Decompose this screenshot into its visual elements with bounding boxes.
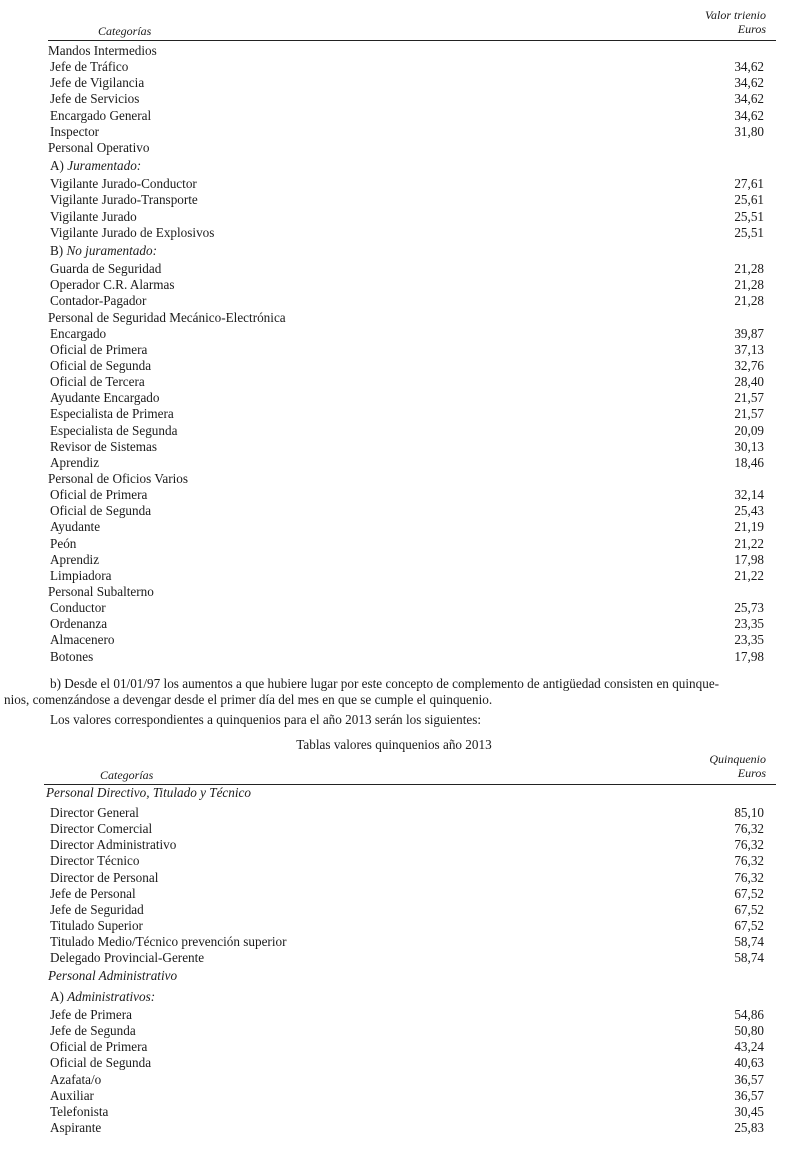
table-row: [48, 209, 776, 225]
row-value: 32,14: [734, 487, 764, 503]
row-value: 32,76: [734, 357, 764, 373]
row-label: Especialista de Primera: [50, 406, 174, 422]
table-row: [48, 1072, 776, 1088]
table-row: [48, 552, 776, 568]
row-value: 21,19: [734, 519, 764, 535]
row-label: Revisor de Sistemas: [50, 438, 157, 454]
table-row: [48, 918, 776, 934]
row-value: 76,32: [734, 837, 764, 853]
row-value: 25,51: [734, 224, 764, 240]
table-row: [48, 837, 776, 853]
row-value: 67,52: [734, 917, 764, 933]
table-row: [48, 805, 776, 821]
row-label: Delegado Provincial-Gerente: [50, 950, 205, 966]
category-group-row: [48, 310, 776, 326]
row-label: Ayudante: [50, 519, 101, 535]
row-label: Oficial de Segunda: [50, 357, 152, 373]
table-row: [48, 390, 776, 406]
trienio-table-body: [48, 41, 776, 665]
table-row: [48, 870, 776, 886]
table-row: [48, 853, 776, 869]
row-label: Oficial de Tercera: [50, 374, 145, 390]
row-value: 25,43: [734, 503, 764, 519]
row-value: 17,98: [734, 648, 764, 664]
table-row: [48, 124, 776, 140]
table-row: [48, 1120, 776, 1136]
row-value: 36,57: [734, 1071, 764, 1087]
row-value: 76,32: [734, 869, 764, 885]
row-label: Jefe de Seguridad: [50, 901, 144, 917]
row-label: Mandos Intermedios: [48, 43, 157, 58]
row-label: Titulado Medio/Técnico prevención superior: [50, 934, 287, 950]
table-row: [48, 821, 776, 837]
row-value: 34,62: [734, 107, 764, 123]
row-label: Jefe de Primera: [50, 1007, 133, 1022]
row-label: Oficial de Primera: [50, 1039, 148, 1055]
category-group-row: [48, 140, 776, 156]
row-value: 39,87: [734, 325, 764, 341]
row-label: Peón: [50, 535, 77, 551]
table-row: [48, 1055, 776, 1071]
row-label: Aprendiz: [50, 551, 100, 567]
row-label: Telefonista: [50, 1103, 109, 1119]
trienio-table: [48, 8, 776, 665]
category-group-row: [48, 987, 776, 1007]
row-label: Jefe de Vigilancia: [50, 75, 145, 91]
row-label: Jefe de Personal: [50, 885, 136, 901]
row-prefix: A): [50, 157, 68, 173]
row-value: 37,13: [734, 341, 764, 357]
row-value: 76,32: [734, 821, 764, 837]
row-label: Director de Personal: [50, 869, 159, 885]
row-label: Limpiadora: [50, 567, 112, 583]
table-row: [48, 261, 776, 277]
row-label: [50, 987, 155, 1007]
table-row: [48, 225, 776, 241]
row-label: Jefe de Servicios: [50, 91, 140, 107]
table-row: [48, 374, 776, 390]
category-group-row: [48, 43, 776, 59]
table-row: [48, 503, 776, 519]
table-row: [48, 455, 776, 471]
table-row: [48, 487, 776, 503]
row-label: Jefe de Tráfico: [50, 59, 129, 75]
table-row: [48, 632, 776, 648]
row-label: [50, 156, 141, 176]
row-label-italic: Juramentado:: [67, 157, 142, 173]
row-label: Auxiliar: [50, 1087, 94, 1103]
table-row: [48, 600, 776, 616]
row-value: 34,62: [734, 91, 764, 107]
row-label: Operador C.R. Alarmas: [50, 277, 175, 293]
table-row: [48, 423, 776, 439]
row-label: Oficial de Segunda: [50, 503, 152, 519]
category-group-row: [48, 471, 776, 487]
row-label-italic: Administrativos:: [67, 988, 156, 1004]
row-value: 34,62: [734, 59, 764, 75]
row-value: 67,52: [734, 885, 764, 901]
value-column-header: Valor trienio Euros: [704, 8, 766, 36]
table-row: [48, 1007, 776, 1023]
row-value: 21,28: [734, 261, 764, 277]
table-row: [48, 1039, 776, 1055]
table-row: [48, 75, 776, 91]
row-value: 50,80: [734, 1023, 764, 1039]
row-label: Personal Administrativo: [48, 968, 178, 984]
row-label: Vigilante Jurado: [50, 208, 137, 224]
table-row: [48, 568, 776, 584]
row-label: Oficial de Segunda: [50, 1055, 152, 1071]
table-row: [48, 536, 776, 552]
table2-title: Tablas valores quinquenios año 2013: [296, 737, 492, 752]
table-row: [48, 176, 776, 192]
row-value: 21,28: [734, 293, 764, 309]
table-row: [48, 902, 776, 918]
row-label: Guarda de Seguridad: [50, 261, 162, 277]
row-label: Ayudante Encargado: [50, 390, 160, 406]
row-label: Ordenanza: [50, 616, 108, 632]
row-label: Oficial de Primera: [50, 487, 148, 503]
row-label: Vigilante Jurado-Conductor: [50, 176, 197, 192]
row-label: Titulado Superior: [50, 917, 143, 933]
row-value: 58,74: [734, 934, 764, 950]
row-value: 18,46: [734, 454, 764, 470]
row-label: Vigilante Jurado de Explosivos: [50, 224, 215, 240]
row-value: 30,13: [734, 438, 764, 454]
row-label: Almacenero: [50, 632, 115, 648]
row-label: Encargado: [50, 325, 107, 341]
value-column-header: Quinquenio Euros: [709, 752, 766, 780]
table-row: [48, 358, 776, 374]
row-label: Personal de Oficios Varios: [48, 470, 189, 486]
table-row: [48, 108, 776, 124]
row-value: 23,35: [734, 616, 764, 632]
row-label: Director General: [50, 805, 139, 820]
table-row: [48, 91, 776, 107]
row-value: 21,57: [734, 390, 764, 406]
category-column-header: Categorías: [98, 24, 152, 38]
table-row: [48, 439, 776, 455]
row-value: 76,32: [734, 853, 764, 869]
table-row: [48, 326, 776, 342]
row-value: 25,61: [734, 192, 764, 208]
quinquenio-table: [44, 752, 776, 1136]
row-value: 30,45: [734, 1103, 764, 1119]
table-row: [48, 192, 776, 208]
row-prefix: A): [50, 988, 68, 1004]
row-value: 21,57: [734, 406, 764, 422]
row-value: 67,52: [734, 901, 764, 917]
row-label: Vigilante Jurado-Transporte: [50, 192, 198, 208]
row-label: Director Técnico: [50, 853, 140, 869]
category-group-row: [48, 241, 776, 261]
row-value: 43,24: [734, 1039, 764, 1055]
row-value: 21,28: [734, 277, 764, 293]
row-value: 40,63: [734, 1055, 764, 1071]
row-label: Conductor: [50, 600, 106, 616]
row-label: Director Comercial: [50, 821, 153, 837]
table-row: [48, 277, 776, 293]
category-column-header: Categorías: [100, 768, 154, 782]
row-value: 58,74: [734, 950, 764, 966]
row-label: Director Administrativo: [50, 837, 177, 853]
quinquenio-table-body: [44, 805, 776, 1136]
table-row: [48, 649, 776, 665]
category-group-row: [48, 966, 776, 986]
row-value: 34,62: [734, 75, 764, 91]
category-group-row: [48, 584, 776, 600]
row-prefix: B): [50, 242, 67, 258]
row-label: Personal de Seguridad Mecánico-Electrónica: [48, 309, 286, 325]
row-value: 20,09: [734, 422, 764, 438]
quinquenio-table-header: [44, 752, 776, 785]
row-label: Aspirante: [50, 1119, 102, 1135]
row-label: Encargado General: [50, 107, 152, 123]
table-row: [48, 59, 776, 75]
table-row: [48, 886, 776, 902]
row-value: 28,40: [734, 374, 764, 390]
row-label: Personal Subalterno: [48, 583, 154, 599]
row-value: 31,80: [734, 123, 764, 139]
table-row: [48, 950, 776, 966]
row-value: 21,22: [734, 535, 764, 551]
row-value: 23,35: [734, 632, 764, 648]
row-value: 36,57: [734, 1087, 764, 1103]
row-value: 54,86: [734, 1007, 764, 1022]
row-label-italic: No juramentado:: [66, 242, 157, 258]
table-row: [48, 1088, 776, 1104]
paragraph-values-intro: Los valores correspondientes a quinquenios para el año 2013 serán los siguientes:: [50, 712, 482, 727]
row-label: Aprendiz: [50, 454, 100, 470]
row-value: 25,51: [734, 208, 764, 224]
row-label: Inspector: [50, 123, 100, 139]
row-value: 27,61: [734, 176, 764, 192]
table-row: [48, 293, 776, 309]
trienio-table-header: [48, 8, 776, 41]
row-value: 25,73: [734, 600, 764, 616]
row-value: 25,83: [734, 1119, 764, 1135]
category-group-row: [48, 156, 776, 176]
section-title: Personal Directivo, Titulado y Técnico: [46, 785, 251, 800]
row-value: 85,10: [734, 805, 764, 820]
row-value: 17,98: [734, 551, 764, 567]
row-value: 21,22: [734, 567, 764, 583]
table-row: [48, 1023, 776, 1039]
row-label: [50, 241, 157, 261]
row-label: Jefe de Segunda: [50, 1023, 136, 1039]
table-row: [48, 406, 776, 422]
row-label: Azafata/o: [50, 1071, 102, 1087]
row-label: Contador-Pagador: [50, 293, 147, 309]
row-label: Especialista de Segunda: [50, 422, 178, 438]
table-row: [48, 1104, 776, 1120]
row-label: Personal Operativo: [48, 139, 150, 155]
row-label: Botones: [50, 648, 94, 664]
table-row: [48, 616, 776, 632]
paragraph-b: b) Desde el 01/01/97 los aumentos a que hubiere lugar por este concepto de complemento de antigüedad consisten en quinque- nios, comenzándose a devengar desde el primer día del mes en que se cumple el quinquenio.: [4, 676, 720, 707]
table-row: [48, 342, 776, 358]
row-label: Oficial de Primera: [50, 341, 148, 357]
table-row: [48, 934, 776, 950]
table-row: [48, 519, 776, 535]
